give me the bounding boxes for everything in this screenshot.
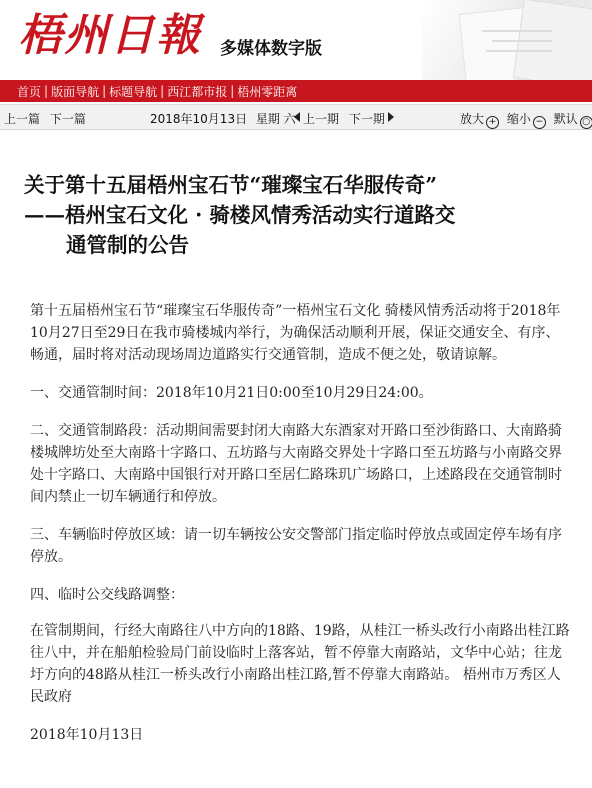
prev-issue-arrow-icon[interactable] <box>294 112 300 122</box>
prev-article-link[interactable]: 上一篇 <box>4 112 41 126</box>
main-nav <box>0 80 592 102</box>
article-paragraph: 三、车辆临时停放区域：请一切车辆按公安交警部门指定临时停放点或固定停车场有序停放。 <box>30 527 562 565</box>
zoom-in-icon[interactable]: + <box>486 116 499 129</box>
article-paragraph: 四、临时公交线路调整： <box>30 587 184 603</box>
default-size-button[interactable]: 默认 <box>553 112 578 126</box>
nav-xijiang-metro[interactable]: 西江都市报 <box>167 84 228 99</box>
issue-date: 2018年10月13日 <box>150 112 248 126</box>
prev-issue-link[interactable]: 上一期 <box>303 112 340 126</box>
zoom-in-button[interactable]: 放大 <box>460 112 485 126</box>
article-title-line: 关于第十五届梧州宝石节“璀璨宝石华服传奇” <box>24 173 438 197</box>
article-body <box>30 300 570 746</box>
article-paragraph: 一、交通管制时间：2018年10月21日0:00至10月29日24:00。 <box>30 385 433 401</box>
article-title <box>24 170 569 260</box>
nav-title-navigation[interactable]: 标题导航 <box>109 84 158 99</box>
newspaper-decoration-image <box>422 0 592 80</box>
nav-wuzhou-zero-distance[interactable]: 梧州零距离 <box>237 84 298 99</box>
nav-divider: | <box>102 84 107 98</box>
nav-divider: | <box>160 84 165 98</box>
edition-label: 多媒体数字版 <box>220 39 322 59</box>
article-title-line: 通管制的公告 <box>66 233 189 257</box>
zoom-out-icon[interactable]: − <box>533 116 546 129</box>
next-article-link[interactable]: 下一篇 <box>49 112 86 126</box>
default-size-icon[interactable]: ○ <box>580 116 592 129</box>
nav-home[interactable]: 首页 <box>17 84 42 99</box>
zoom-out-button[interactable]: 缩小 <box>506 112 531 126</box>
nav-divider: | <box>44 84 49 98</box>
nav-divider: | <box>230 84 235 98</box>
masthead <box>0 0 592 80</box>
article-title-line: ——梧州宝石文化 · 骑楼风情秀活动实行道路交 <box>24 203 456 227</box>
article-paragraph: 在管制期间，行经大南路往八中方向的18路、19路，从桂江一桥头改行小南路出桂江路往八中，并在船舶检验局门前设临时上落客站，暂不停靠大南路站，文华中心站；往龙圩方向的48路从桂江一桥头改行小南路出桂江路,暂不停靠大南路站。 梧州市万秀区人民政府 <box>30 623 570 705</box>
newspaper-logo[interactable]: 梧州日報 <box>18 10 202 61</box>
next-issue-link[interactable]: 下一期 <box>348 112 385 126</box>
article-paragraph: 二、交通管制路段：活动期间需要封闭大南路大东酒家对开路口至沙街路口、大南路骑楼城牌坊处至大南路十字路口、五坊路与大南路交界处十字路口至五坊路与小南路交界处十字路口、大南路中国银行对开路口至居仁路珠玑广场路口，上述路段在交通管制时间内禁止一切车辆通行和停放。 <box>30 423 562 505</box>
nav-page-navigation[interactable]: 版面导航 <box>51 84 100 99</box>
article-date: 2018年10月13日 <box>30 727 144 743</box>
next-issue-arrow-icon[interactable] <box>388 112 394 122</box>
issue-weekday: 星期 六 <box>255 112 296 126</box>
reader-toolbar <box>0 104 592 130</box>
article-paragraph: 第十五届梧州宝石节“璀璨宝石华服传奇”一梧州宝石文化 骑楼风情秀活动将于2018年10月27日至29日在我市骑楼城内举行，为确保活动顺利开展，保证交通安全、有序、畅通，届时将对活动现场周边道路实行交通管制，造成不便之处，敬请谅解。 <box>30 303 561 363</box>
